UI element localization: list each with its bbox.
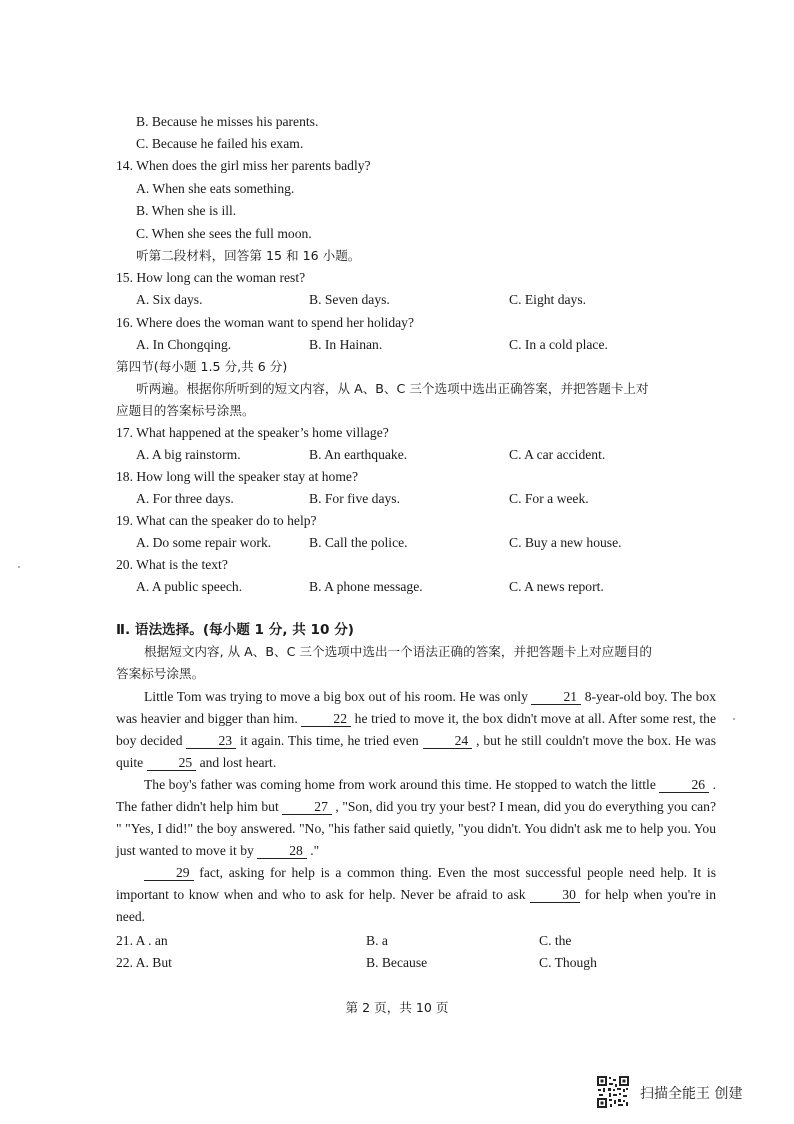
q14-option-c: C. When she sees the full moon. [136,226,312,241]
passage-text: , but he still couldn't move the box. He was quite [116,733,716,771]
passage-paragraph-1 [116,686,716,774]
q14-option-a: A. When she eats something. [136,181,295,196]
q15-stem: 15. How long can the woman rest? [116,270,306,285]
section4-title: 第四节(每小题 1.5 分,共 6 分) [116,359,288,374]
q15-option-c: C. Eight days. [509,292,587,307]
q22-option-b: B. Because [366,955,428,970]
passage-text: and lost heart. [199,755,277,771]
q22-option-c: C. Though [539,955,597,970]
q17-option-a: A. A big rainstorm. [136,447,241,462]
q21-option-b: B. a [366,933,388,948]
q14-option-b: B. When she is ill. [136,203,237,218]
page-number-footer: 第 2 页，共 10 页 [345,1000,449,1015]
scan-speck [18,566,20,568]
blank-29[interactable]: 29 [144,866,194,881]
q15-option-a: A. Six days. [136,292,203,307]
q16-option-c: C. In a cold place. [509,337,608,352]
passage-text: 8-year-old boy. The box was heavier and bigger than him. [116,689,717,727]
q18-option-a: A. For three days. [136,491,234,506]
q13-option-b: B. Because he misses his parents. [136,114,319,129]
q16-option-b: B. In Hainan. [309,337,383,352]
passage-text: , "Son, did you try your best? I mean, did you do everything you can? " "Yes, I did!" the boy answered. "No, "his father said quietly, "you didn't. You didn't ask me to help you. You just wanted to move it by [116,799,717,859]
passage-text: Little Tom was trying to move a big box out of his room. He was only [144,689,528,704]
passage-text: fact, asking for help is a common thing. Even the most successful people need help. It is important to know when and who to ask for help. Never be afraid to ask [116,865,716,903]
q14-stem: 14. When does the girl miss her parents badly? [116,158,371,173]
blank-30[interactable]: 30 [530,888,580,903]
scan-speck [733,718,735,720]
passage-paragraph-3 [116,862,716,928]
blank-24[interactable]: 24 [423,734,473,749]
q20-option-a: A. A public speech. [136,579,243,594]
q13-option-c: C. Because he failed his exam. [136,136,304,151]
passage-text: he tried to move it, the box didn't move at all. After some rest, the boy decided [116,711,716,749]
q18-stem: 18. How long will the speaker stay at home? [116,469,358,484]
section4-instructions-line1: 听两遍。根据你所听到的短文内容，从 A、B、C 三个选项中选出正确答案，并把答题卡上对 [136,381,649,396]
blank-23[interactable]: 23 [186,734,236,749]
q21-option-c: C. the [539,933,572,948]
blank-26[interactable]: 26 [659,778,709,793]
part2-title: Ⅱ. 语法选择。(每小题 1 分, 共 10 分) [116,622,355,638]
q17-option-b: B. An earthquake. [309,447,408,462]
q22-option-a: 22. A. But [116,955,172,970]
part2-instructions-line1: 根据短文内容, 从 A、B、C 三个选项中选出一个语法正确的答案，并把答题卡上对应题目的 [144,644,653,659]
passage-text: ." [310,843,320,859]
q20-option-b: B. A phone message. [309,579,423,594]
q20-stem: 20. What is the text? [116,557,228,572]
blank-22[interactable]: 22 [301,712,351,727]
q17-option-c: C. A car accident. [509,447,606,462]
part2-instructions-line2: 答案标号涂黑。 [116,666,205,681]
section4-instructions-line2: 应题目的答案标号涂黑。 [116,403,255,418]
q19-option-c: C. Buy a new house. [509,535,622,550]
q18-option-c: C. For a week. [509,491,589,506]
q19-stem: 19. What can the speaker do to help? [116,513,317,528]
qr-code-icon [596,1075,630,1109]
passage-text: . The father didn't help him but [116,777,716,815]
blank-28[interactable]: 28 [257,844,307,859]
q18-option-b: B. For five days. [309,491,400,506]
q19-option-a: A. Do some repair work. [136,535,272,550]
q20-option-c: C. A news report. [509,579,604,594]
blank-25[interactable]: 25 [147,756,197,771]
passage-text: for help when you're in need. [116,887,716,925]
blank-27[interactable]: 27 [282,800,332,815]
passage-text: The boy's father was coming home from work around this time. He stopped to watch the little [144,777,656,792]
q15-option-b: B. Seven days. [309,292,390,307]
passage-paragraph-2 [116,774,716,862]
q21-option-a: 21. A . an [116,933,168,948]
scanner-watermark: 扫描全能王 创建 [640,1086,743,1102]
q16-stem: 16. Where does the woman want to spend her holiday? [116,315,414,330]
q17-stem: 17. What happened at the speaker’s home village? [116,425,389,440]
q19-option-b: B. Call the police. [309,535,408,550]
q16-option-a: A. In Chongqing. [136,337,232,352]
section-note-2: 听第二段材料，回答第 15 和 16 小题。 [136,248,361,263]
blank-21[interactable]: 21 [531,690,581,705]
passage-text: it again. This time, he tried even [239,733,419,749]
